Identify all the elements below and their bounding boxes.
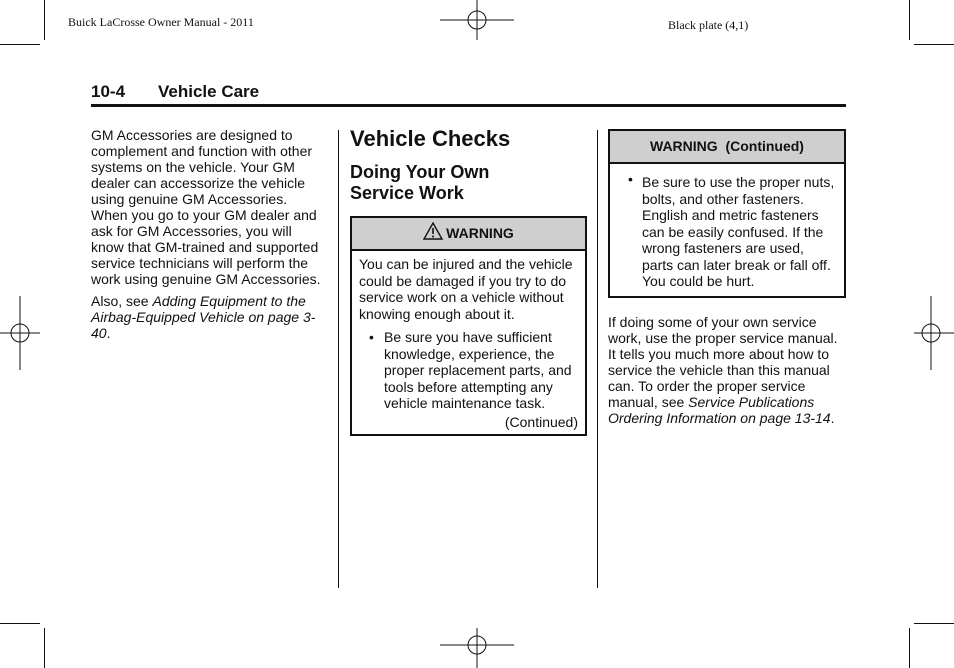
- also-see-paragraph: [91, 293, 327, 341]
- warning-bullet-text: Be sure you have sufficient knowledge, experience, the proper replacement parts, and tools before attempting any vehicle maintenance task.: [384, 329, 572, 411]
- left-column: [91, 127, 327, 347]
- manual-title-header: Buick LaCrosse Owner Manual - 2011: [68, 15, 254, 29]
- service-manual-paragraph: [608, 314, 844, 426]
- also-see-prefix: Also, see: [91, 293, 153, 309]
- registration-mark-icon: [440, 0, 514, 44]
- column-divider: [338, 130, 339, 588]
- warning-continued-box: [608, 129, 846, 298]
- bullet-symbol: •: [628, 171, 633, 187]
- continued-label: (Continued): [504, 413, 578, 430]
- warning-triangle-icon: [423, 222, 443, 240]
- crop-mark: [914, 623, 954, 624]
- crop-mark: [44, 0, 45, 40]
- crop-mark: [909, 628, 910, 668]
- warning-box: [350, 216, 587, 436]
- page-heading: Vehicle Checks: [350, 126, 511, 151]
- crop-mark: [44, 628, 45, 668]
- bullet-symbol: •: [369, 329, 374, 345]
- section-title: Vehicle Care: [158, 82, 260, 101]
- plate-label: Black plate (4,1): [668, 18, 749, 32]
- right-column: [608, 129, 846, 432]
- warning-bullet: [617, 171, 837, 290]
- warning-body: [352, 251, 585, 434]
- crop-mark: [0, 44, 40, 45]
- crop-mark: [914, 44, 954, 45]
- service-paragraph-text: If doing some of your own service work, use the proper service manual. It tells you much more about how to service the vehicle than this manual can. To order the proper service manual, see: [608, 313, 838, 410]
- subheading: Doing Your Own Service Work: [350, 162, 490, 203]
- warning-bullet: [359, 329, 578, 412]
- service-publications-link[interactable]: Service Publications Ordering Information on page 13-14: [608, 393, 831, 426]
- also-see-suffix: .: [106, 325, 111, 341]
- warning-continued-title: WARNING (Continued): [650, 138, 804, 154]
- middle-column: [350, 126, 587, 436]
- crop-mark: [0, 623, 40, 624]
- warning-intro: You can be injured and the vehicle could be damaged if you try to do service work on a vehicle without knowing enough about it.: [359, 256, 573, 322]
- section-header: [91, 80, 846, 107]
- service-paragraph-suffix: .: [830, 409, 835, 426]
- warning-continued-header: [610, 131, 844, 164]
- crop-mark: [909, 0, 910, 40]
- registration-mark-icon: [440, 628, 514, 668]
- registration-mark-icon: [910, 296, 954, 370]
- page-number: 10-4: [91, 82, 126, 101]
- airbag-equipment-link[interactable]: Adding Equipment to the Airbag-Equipped Vehicle on page 3-40: [91, 293, 316, 341]
- registration-mark-icon: [0, 296, 44, 370]
- warning-header: [352, 218, 585, 251]
- column-divider: [597, 130, 598, 588]
- warning-title: WARNING: [446, 225, 514, 241]
- accessories-paragraph: GM Accessories are designed to complement and function with other systems on the vehicle. Your GM dealer can accessorize the vehicle using genuine GM Accessories. When you go to your GM dealer and ask for GM Accessories, you will know that GM-trained and supported service technicians will perform the work using genuine GM Accessories.: [91, 127, 321, 287]
- warning-bullet-text: Be sure to use the proper nuts, bolts, and other fasteners. English and metric fasteners can be easily confused. If the wrong fasteners are used, parts can later break or fall off. You could be hurt.: [642, 174, 835, 289]
- warning-continued-body: [610, 164, 844, 296]
